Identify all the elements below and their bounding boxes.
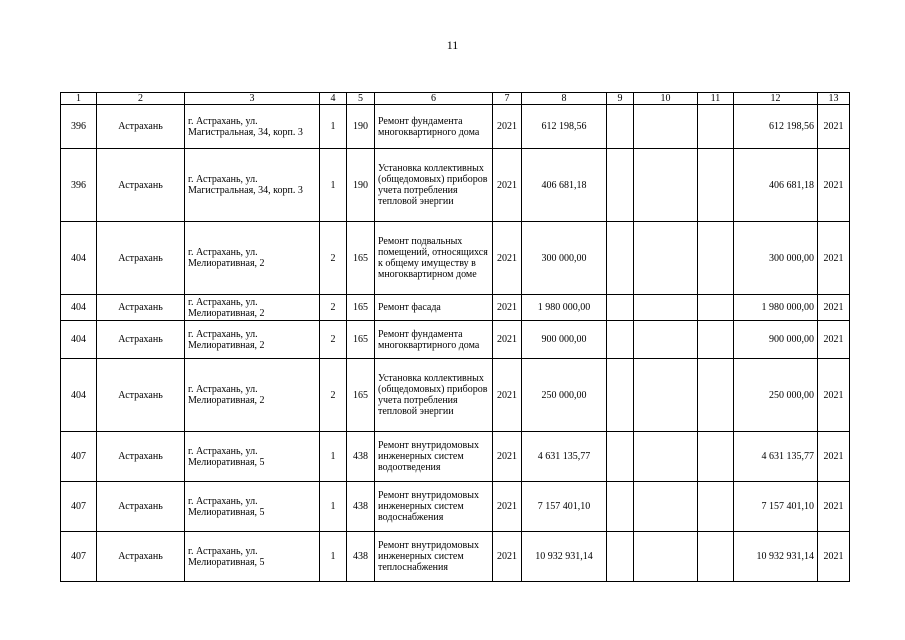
cell-address: г. Астрахань, ул. Мелиоративная, 5 — [185, 532, 320, 582]
table-row — [61, 105, 850, 149]
cell-budget-cost — [634, 222, 698, 295]
table-row — [61, 149, 850, 222]
cell-work-type: Ремонт фасада — [375, 295, 493, 321]
cell-owners-cost: 10 932 931,14 — [734, 532, 818, 582]
cell-year-end: 2021 — [818, 482, 850, 532]
cell-entrances: 1 — [320, 149, 347, 222]
cell-other-cost — [698, 359, 734, 432]
cell-fund-cost — [607, 482, 634, 532]
cell-year-end: 2021 — [818, 149, 850, 222]
cell-municipality: Астрахань — [97, 321, 185, 359]
repair-program-table — [60, 92, 850, 582]
cell-other-cost — [698, 295, 734, 321]
cell-apartments: 438 — [347, 532, 375, 582]
cell-fund-cost — [607, 222, 634, 295]
table-row — [61, 432, 850, 482]
column-header: 6 — [375, 93, 493, 105]
cell-entrances: 1 — [320, 532, 347, 582]
cell-record-number: 407 — [61, 482, 97, 532]
cell-total-cost: 7 157 401,10 — [522, 482, 607, 532]
cell-budget-cost — [634, 295, 698, 321]
cell-budget-cost — [634, 532, 698, 582]
cell-owners-cost: 1 980 000,00 — [734, 295, 818, 321]
column-number-row — [61, 93, 850, 105]
cell-year-end: 2021 — [818, 222, 850, 295]
column-header: 1 — [61, 93, 97, 105]
cell-record-number: 407 — [61, 532, 97, 582]
cell-record-number: 404 — [61, 359, 97, 432]
cell-other-cost — [698, 432, 734, 482]
cell-apartments: 438 — [347, 432, 375, 482]
cell-fund-cost — [607, 295, 634, 321]
cell-total-cost: 4 631 135,77 — [522, 432, 607, 482]
cell-owners-cost: 406 681,18 — [734, 149, 818, 222]
cell-apartments: 165 — [347, 359, 375, 432]
cell-year-start: 2021 — [493, 321, 522, 359]
cell-apartments: 190 — [347, 105, 375, 149]
cell-address: г. Астрахань, ул. Мелиоративная, 2 — [185, 295, 320, 321]
cell-budget-cost — [634, 432, 698, 482]
cell-work-type: Установка коллективных (общедомовых) приборов учета потребления тепловой энергии — [375, 359, 493, 432]
cell-apartments: 190 — [347, 149, 375, 222]
column-header: 13 — [818, 93, 850, 105]
cell-record-number: 396 — [61, 149, 97, 222]
cell-fund-cost — [607, 105, 634, 149]
cell-apartments: 438 — [347, 482, 375, 532]
cell-work-type: Ремонт внутридомовых инженерных систем водоотведения — [375, 432, 493, 482]
cell-total-cost: 612 198,56 — [522, 105, 607, 149]
cell-work-type: Ремонт внутридомовых инженерных систем водоснабжения — [375, 482, 493, 532]
column-header: 4 — [320, 93, 347, 105]
cell-year-end: 2021 — [818, 105, 850, 149]
cell-apartments: 165 — [347, 321, 375, 359]
cell-year-end: 2021 — [818, 295, 850, 321]
cell-fund-cost — [607, 321, 634, 359]
cell-entrances: 1 — [320, 482, 347, 532]
cell-budget-cost — [634, 105, 698, 149]
cell-entrances: 2 — [320, 321, 347, 359]
column-header: 8 — [522, 93, 607, 105]
cell-owners-cost: 612 198,56 — [734, 105, 818, 149]
table-row — [61, 222, 850, 295]
cell-work-type: Установка коллективных (общедомовых) приборов учета потребления тепловой энергии — [375, 149, 493, 222]
column-header: 9 — [607, 93, 634, 105]
cell-year-end: 2021 — [818, 321, 850, 359]
cell-fund-cost — [607, 432, 634, 482]
cell-other-cost — [698, 321, 734, 359]
cell-other-cost — [698, 222, 734, 295]
cell-fund-cost — [607, 359, 634, 432]
column-header: 5 — [347, 93, 375, 105]
cell-year-start: 2021 — [493, 149, 522, 222]
cell-apartments: 165 — [347, 222, 375, 295]
cell-owners-cost: 250 000,00 — [734, 359, 818, 432]
cell-total-cost: 300 000,00 — [522, 222, 607, 295]
cell-owners-cost: 4 631 135,77 — [734, 432, 818, 482]
cell-year-start: 2021 — [493, 105, 522, 149]
cell-entrances: 2 — [320, 222, 347, 295]
column-header: 2 — [97, 93, 185, 105]
cell-total-cost: 250 000,00 — [522, 359, 607, 432]
cell-municipality: Астрахань — [97, 105, 185, 149]
cell-address: г. Астрахань, ул. Мелиоративная, 5 — [185, 482, 320, 532]
cell-year-start: 2021 — [493, 482, 522, 532]
cell-total-cost: 1 980 000,00 — [522, 295, 607, 321]
cell-entrances: 2 — [320, 359, 347, 432]
cell-other-cost — [698, 105, 734, 149]
table-row — [61, 321, 850, 359]
cell-budget-cost — [634, 149, 698, 222]
cell-owners-cost: 7 157 401,10 — [734, 482, 818, 532]
cell-year-end: 2021 — [818, 532, 850, 582]
cell-year-start: 2021 — [493, 295, 522, 321]
cell-other-cost — [698, 532, 734, 582]
cell-address: г. Астрахань, ул. Мелиоративная, 5 — [185, 432, 320, 482]
cell-total-cost: 406 681,18 — [522, 149, 607, 222]
cell-record-number: 404 — [61, 295, 97, 321]
cell-total-cost: 10 932 931,14 — [522, 532, 607, 582]
cell-year-start: 2021 — [493, 532, 522, 582]
cell-entrances: 1 — [320, 105, 347, 149]
cell-municipality: Астрахань — [97, 359, 185, 432]
cell-other-cost — [698, 482, 734, 532]
cell-address: г. Астрахань, ул. Магистральная, 34, корп. 3 — [185, 105, 320, 149]
cell-work-type: Ремонт фундамента многоквартирного дома — [375, 321, 493, 359]
column-header: 10 — [634, 93, 698, 105]
cell-fund-cost — [607, 532, 634, 582]
cell-entrances: 1 — [320, 432, 347, 482]
cell-budget-cost — [634, 359, 698, 432]
cell-fund-cost — [607, 149, 634, 222]
table-row — [61, 532, 850, 582]
cell-year-end: 2021 — [818, 432, 850, 482]
cell-record-number: 404 — [61, 321, 97, 359]
cell-record-number: 407 — [61, 432, 97, 482]
cell-address: г. Астрахань, ул. Мелиоративная, 2 — [185, 359, 320, 432]
cell-year-end: 2021 — [818, 359, 850, 432]
cell-municipality: Астрахань — [97, 432, 185, 482]
column-header: 11 — [698, 93, 734, 105]
cell-address: г. Астрахань, ул. Мелиоративная, 2 — [185, 222, 320, 295]
cell-budget-cost — [634, 482, 698, 532]
table-row — [61, 359, 850, 432]
column-header: 7 — [493, 93, 522, 105]
cell-municipality: Астрахань — [97, 149, 185, 222]
cell-year-start: 2021 — [493, 359, 522, 432]
table-row — [61, 482, 850, 532]
column-header: 3 — [185, 93, 320, 105]
column-header: 12 — [734, 93, 818, 105]
cell-municipality: Астрахань — [97, 295, 185, 321]
cell-work-type: Ремонт подвальных помещений, относящихся к общему имуществу в многоквартирном доме — [375, 222, 493, 295]
cell-municipality: Астрахань — [97, 482, 185, 532]
cell-owners-cost: 900 000,00 — [734, 321, 818, 359]
cell-total-cost: 900 000,00 — [522, 321, 607, 359]
cell-year-start: 2021 — [493, 222, 522, 295]
cell-address: г. Астрахань, ул. Мелиоративная, 2 — [185, 321, 320, 359]
cell-entrances: 2 — [320, 295, 347, 321]
cell-address: г. Астрахань, ул. Магистральная, 34, корп. 3 — [185, 149, 320, 222]
cell-apartments: 165 — [347, 295, 375, 321]
cell-record-number: 404 — [61, 222, 97, 295]
cell-other-cost — [698, 149, 734, 222]
table-row — [61, 295, 850, 321]
page-number: 11 — [446, 38, 459, 52]
cell-owners-cost: 300 000,00 — [734, 222, 818, 295]
cell-year-start: 2021 — [493, 432, 522, 482]
cell-work-type: Ремонт фундамента многоквартирного дома — [375, 105, 493, 149]
cell-record-number: 396 — [61, 105, 97, 149]
cell-work-type: Ремонт внутридомовых инженерных систем теплоснабжения — [375, 532, 493, 582]
cell-budget-cost — [634, 321, 698, 359]
cell-municipality: Астрахань — [97, 532, 185, 582]
cell-municipality: Астрахань — [97, 222, 185, 295]
